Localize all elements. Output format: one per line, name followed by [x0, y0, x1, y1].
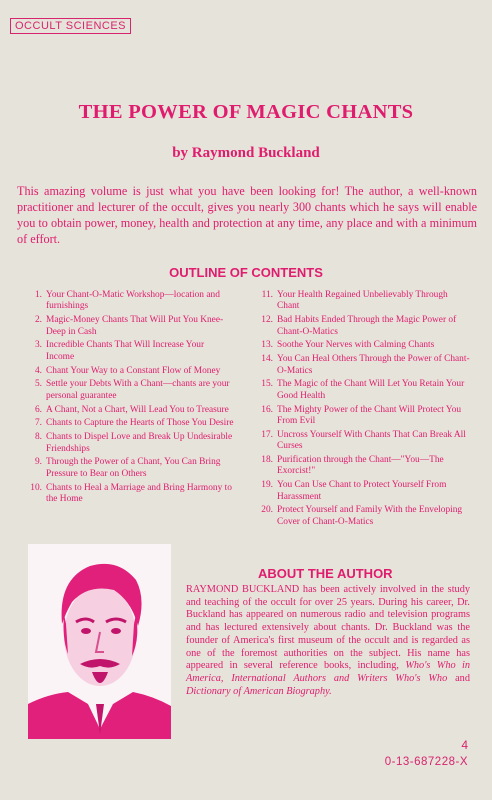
outline-item	[253, 379, 471, 402]
outline-item	[253, 480, 471, 503]
outline-item	[253, 290, 471, 313]
isbn: 0-13-687228-X	[384, 756, 468, 768]
intro-paragraph: This amazing volume is just what you have been looking for! The author, a well-known practitioner and lecturer of the occult, gives you nearly 300 chants which he says will enable you to obtain power, money, health and protection at any time, any place and with a minimum of effort.	[17, 184, 477, 246]
about-reference-1: Who's Who in America, International Authors and Writers Who's Who	[186, 660, 470, 684]
outline-item	[22, 366, 234, 377]
about-reference-2: Dictionary of American Biography.	[186, 685, 332, 697]
outline-item	[253, 405, 471, 428]
outline-item-text: Purification through the Chant—"You—The Exorcist!"	[277, 455, 444, 477]
outline-item-text: Your Health Regained Unbelievably Through Chant	[277, 290, 448, 312]
outline-item-text: You Can Use Chant to Protect Yourself From Harassment	[277, 480, 447, 502]
outline-item	[22, 290, 234, 313]
outline-column-right	[253, 290, 471, 531]
outline-item-text: A Chant, Not a Chart, Will Lead You to Treasure	[46, 404, 229, 415]
outline-item-number: 6.	[34, 404, 42, 415]
outline-item-number: 18.	[261, 455, 273, 466]
about-sep-1: ,	[396, 660, 406, 672]
outline-item	[253, 455, 471, 478]
author-portrait-icon	[28, 544, 171, 739]
outline-item-text: Chant Your Way to a Constant Flow of Money	[46, 365, 221, 376]
outline-item-number: 9.	[34, 457, 42, 468]
outline-item	[22, 418, 234, 429]
about-sep-2: and	[447, 672, 470, 684]
author-photo	[28, 544, 171, 739]
outline-item-text: You Can Heal Others Through the Power of Chant-O-Matics	[277, 354, 470, 376]
outline-item-text: The Mighty Power of the Chant Will Protect You From Evil	[277, 404, 462, 427]
outline-item-number: 1.	[34, 290, 42, 300]
outline-item	[253, 340, 471, 351]
outline-item-number: 10.	[30, 482, 42, 493]
outline-item-number: 7.	[34, 418, 42, 429]
outline-item-number: 2.	[34, 315, 42, 326]
about-body: RAYMOND BUCKLAND has been actively involved in the study and teaching of the occult for over 25 years. During his career, Dr. Buckland has appeared on numerous radio and television programs and has lectured extensively about chants. Dr. Buckland was the founder of America's first museum of the occult and is regarded as one of the foremost authorities on the subject. His name has appeared in several reference books, including	[186, 584, 470, 672]
outline-item	[22, 379, 234, 402]
outline-item-text: Chants to Heal a Marriage and Bring Harmony to the Home	[46, 482, 232, 505]
outline-item-number: 12.	[261, 315, 273, 326]
outline-item-text: Soothe Your Nerves with Calming Chants	[277, 340, 435, 351]
outline-item-text: Protect Yourself and Family With the Enveloping Cover of Chant-O-Matics	[277, 505, 463, 527]
outline-column-left	[22, 290, 234, 508]
outline-item-number: 4.	[34, 365, 42, 376]
outline-item	[22, 315, 234, 338]
outline-item-text: Bad Habits Ended Through the Magic Power of Chant-O-Matics	[277, 315, 457, 337]
page-number: 4	[461, 738, 468, 752]
about-heading: ABOUT THE AUTHOR	[258, 566, 393, 581]
outline-item	[22, 340, 234, 363]
outline-item-number: 15.	[261, 379, 273, 390]
outline-item	[253, 430, 471, 453]
outline-item-text: Magic-Money Chants That Will Put You Knee-Deep in Cash	[46, 315, 224, 337]
outline-item-number: 11.	[261, 290, 273, 300]
outline-item	[22, 405, 234, 416]
outline-item	[22, 457, 234, 480]
outline-item-number: 19.	[261, 480, 273, 491]
outline-item-number: 17.	[261, 429, 273, 440]
outline-item-number: 13.	[261, 340, 273, 351]
outline-item-number: 3.	[34, 340, 42, 351]
outline-item-text: Settle your Debts With a Chant—chants are your personal guarantee	[46, 379, 230, 401]
outline-item-number: 16.	[261, 404, 273, 415]
outline-item-text: Chants to Capture the Hearts of Those You Desire	[46, 418, 234, 429]
outline-item-number: 5.	[34, 379, 42, 390]
outline-item-text: Incredible Chants That Will Increase Your Income	[46, 340, 205, 362]
book-title: THE POWER OF MAGIC CHANTS	[78, 101, 414, 123]
outline-item-number: 14.	[261, 354, 273, 365]
outline-item	[253, 315, 471, 338]
about-paragraph	[186, 584, 470, 698]
outline-item-number: 8.	[34, 432, 42, 443]
outline-item-text: Your Chant-O-Matic Workshop—location and furnishings	[46, 290, 220, 312]
outline-item-text: The Magic of the Chant Will Let You Retain Your Good Health	[277, 379, 465, 401]
outline-heading: OUTLINE OF CONTENTS	[169, 265, 323, 280]
outline-item	[253, 505, 471, 528]
outline-item-text: Through the Power of a Chant, You Can Bring Pressure to Bear on Others	[46, 457, 221, 479]
book-author: by Raymond Buckland	[172, 145, 320, 161]
outline-item-text: Uncross Yourself With Chants That Can Break All Curses	[277, 429, 466, 452]
outline-item-number: 20.	[261, 505, 273, 516]
outline-item-text: Chants to Dispel Love and Break Up Undesirable Friendships	[46, 432, 233, 454]
outline-item	[22, 432, 234, 455]
outline-item	[22, 483, 234, 506]
outline-item	[253, 354, 471, 377]
category-badge: OCCULT SCIENCES	[10, 18, 131, 34]
